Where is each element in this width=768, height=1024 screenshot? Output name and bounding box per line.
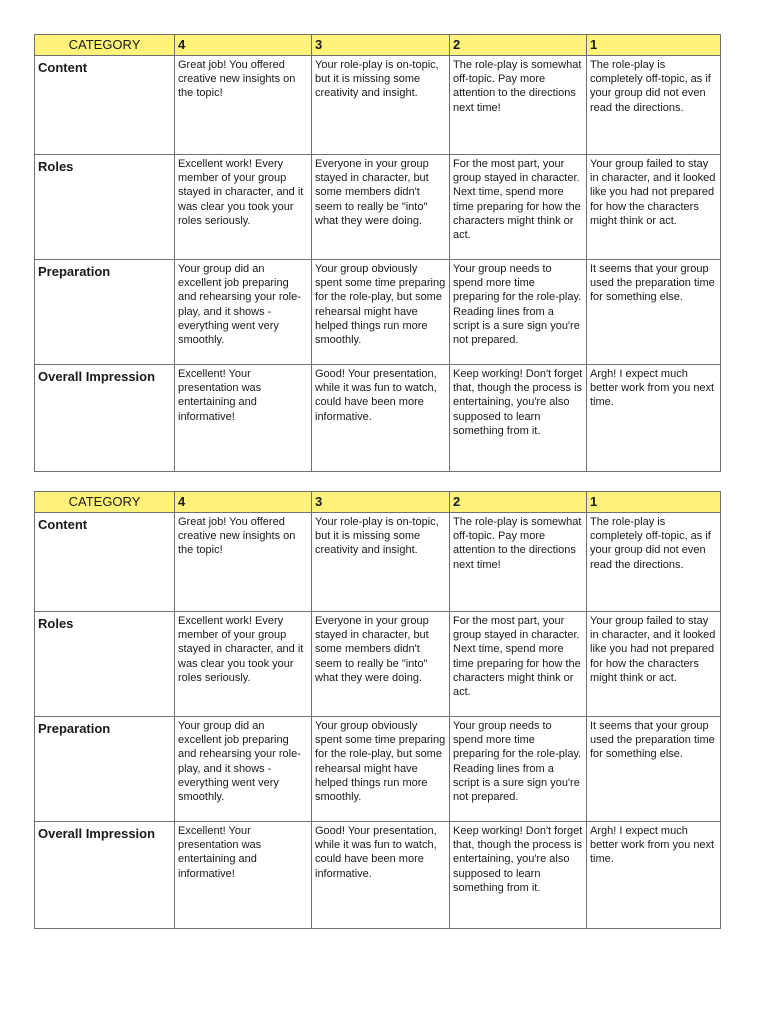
cell-overall-4: Excellent! Your presentation was entertaining and informative! [175, 822, 312, 929]
cell-content-4: Great job! You offered creative new insights on the topic! [175, 513, 312, 612]
table-row [35, 717, 721, 822]
header-score-1: 1 [587, 492, 721, 513]
header-row [35, 492, 721, 513]
cell-overall-2: Keep working! Don't forget that, though the process is entertaining, you're also supposed to learn something from it. [450, 365, 587, 472]
header-score-3: 3 [312, 492, 450, 513]
cell-overall-1: Argh! I expect much better work from you next time. [587, 822, 721, 929]
header-category: CATEGORY [35, 35, 175, 56]
cell-overall-4: Excellent! Your presentation was entertaining and informative! [175, 365, 312, 472]
cell-roles-3: Everyone in your group stayed in character, but some members didn't seem to really be "into" what they were doing. [312, 612, 450, 717]
cell-preparation-1: It seems that your group used the preparation time for something else. [587, 717, 721, 822]
cell-roles-3: Everyone in your group stayed in character, but some members didn't seem to really be "into" what they were doing. [312, 155, 450, 260]
row-label-overall-impression: Overall Impression [35, 365, 175, 472]
table-row [35, 612, 721, 717]
cell-roles-1: Your group failed to stay in character, and it looked like you had not prepared for how the characters might think or act. [587, 612, 721, 717]
cell-preparation-4: Your group did an excellent job preparing and rehearsing your role-play, and it shows - everything went very smoothly. [175, 260, 312, 365]
table-row [35, 365, 721, 472]
cell-overall-3: Good! Your presentation, while it was fun to watch, could have been more informative. [312, 365, 450, 472]
row-label-overall-impression: Overall Impression [35, 822, 175, 929]
cell-roles-2: For the most part, your group stayed in character. Next time, spend more time preparing for how the characters might think or act. [450, 612, 587, 717]
row-label-content: Content [35, 56, 175, 155]
cell-roles-2: For the most part, your group stayed in character. Next time, spend more time preparing for how the characters might think or act. [450, 155, 587, 260]
cell-preparation-3: Your group obviously spent some time preparing for the role-play, but some rehearsal might have helped things run more smoothly. [312, 260, 450, 365]
cell-overall-1: Argh! I expect much better work from you next time. [587, 365, 721, 472]
cell-roles-4: Excellent work! Every member of your group stayed in character, and it was clear you took your roles seriously. [175, 612, 312, 717]
cell-content-3: Your role-play is on-topic, but it is missing some creativity and insight. [312, 513, 450, 612]
row-label-preparation: Preparation [35, 717, 175, 822]
cell-content-2: The role-play is somewhat off-topic. Pay more attention to the directions next time! [450, 513, 587, 612]
table-row [35, 513, 721, 612]
table-row [35, 56, 721, 155]
header-score-4: 4 [175, 35, 312, 56]
cell-roles-4: Excellent work! Every member of your group stayed in character, and it was clear you took your roles seriously. [175, 155, 312, 260]
header-score-1: 1 [587, 35, 721, 56]
header-score-2: 2 [450, 492, 587, 513]
rubric-table-bottom [34, 491, 721, 929]
cell-content-2: The role-play is somewhat off-topic. Pay more attention to the directions next time! [450, 56, 587, 155]
cell-preparation-2: Your group needs to spend more time preparing for the role-play. Reading lines from a script is a sure sign you're not prepared. [450, 260, 587, 365]
cell-overall-2: Keep working! Don't forget that, though the process is entertaining, you're also supposed to learn something from it. [450, 822, 587, 929]
header-category: CATEGORY [35, 492, 175, 513]
cell-roles-1: Your group failed to stay in character, and it looked like you had not prepared for how the characters might think or act. [587, 155, 721, 260]
cell-preparation-3: Your group obviously spent some time preparing for the role-play, but some rehearsal might have helped things run more smoothly. [312, 717, 450, 822]
cell-content-4: Great job! You offered creative new insights on the topic! [175, 56, 312, 155]
cell-preparation-4: Your group did an excellent job preparing and rehearsing your role-play, and it shows - everything went very smoothly. [175, 717, 312, 822]
cell-preparation-2: Your group needs to spend more time preparing for the role-play. Reading lines from a script is a sure sign you're not prepared. [450, 717, 587, 822]
table-row [35, 260, 721, 365]
cell-content-1: The role-play is completely off-topic, as if your group did not even read the directions. [587, 56, 721, 155]
table-row [35, 822, 721, 929]
rubric-table-top [34, 34, 721, 472]
header-score-4: 4 [175, 492, 312, 513]
header-row [35, 35, 721, 56]
cell-overall-3: Good! Your presentation, while it was fun to watch, could have been more informative. [312, 822, 450, 929]
row-label-preparation: Preparation [35, 260, 175, 365]
table-row [35, 155, 721, 260]
cell-content-1: The role-play is completely off-topic, as if your group did not even read the directions. [587, 513, 721, 612]
header-score-3: 3 [312, 35, 450, 56]
header-score-2: 2 [450, 35, 587, 56]
cell-content-3: Your role-play is on-topic, but it is missing some creativity and insight. [312, 56, 450, 155]
row-label-content: Content [35, 513, 175, 612]
row-label-roles: Roles [35, 612, 175, 717]
cell-preparation-1: It seems that your group used the preparation time for something else. [587, 260, 721, 365]
row-label-roles: Roles [35, 155, 175, 260]
